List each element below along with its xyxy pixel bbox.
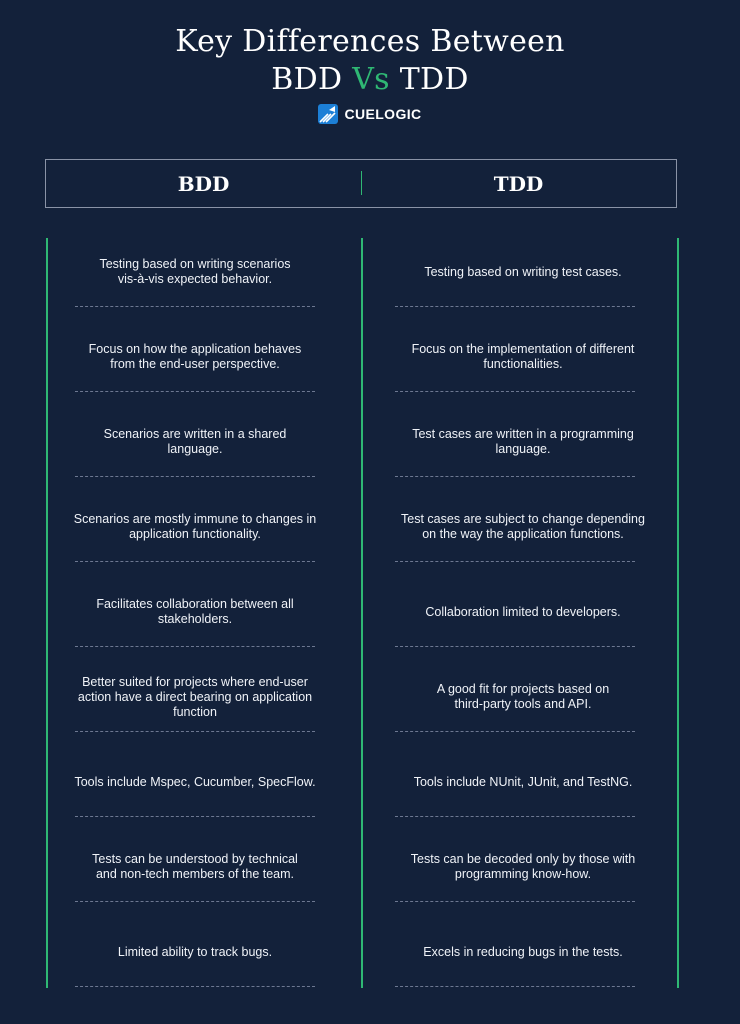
row-separator-bdd — [75, 901, 315, 902]
row-separator-bdd — [75, 561, 315, 562]
tdd-cell: A good fit for projects based on third-party tools and API. — [436, 682, 610, 711]
row-separator-tdd — [395, 731, 635, 732]
page-title-line-2 — [0, 62, 740, 97]
row-separator-bdd — [75, 816, 315, 817]
bdd-cell: Tests can be understood by technical and non-tech members of the team. — [92, 852, 298, 881]
title-bdd: BDD — [271, 62, 343, 97]
comparison-row — [0, 408, 740, 493]
row-separator-tdd — [395, 391, 635, 392]
tdd-cell: Test cases are written in a programming language. — [412, 427, 634, 456]
cuelogic-logo-icon — [318, 104, 338, 124]
comparison-header — [45, 159, 677, 208]
comparison-row — [0, 748, 740, 833]
comparison-row — [0, 578, 740, 663]
cuelogic-logo-text: CUELOGIC — [344, 106, 422, 122]
bdd-cell: Scenarios are mostly immune to changes in application functionality. — [73, 512, 317, 541]
row-separator-tdd — [395, 816, 635, 817]
bdd-cell: Better suited for projects where end-user action have a direct bearing on application function — [77, 674, 313, 719]
tdd-cell: Collaboration limited to developers. — [425, 604, 621, 619]
row-separator-bdd — [75, 476, 315, 477]
comparison-row — [0, 918, 740, 1003]
bdd-cell: Scenarios are written in a shared language. — [103, 427, 287, 456]
header-tdd: TDD — [493, 172, 544, 196]
bdd-cell: Facilitates collaboration between all stakeholders. — [96, 597, 294, 626]
title-vs: Vs — [352, 62, 390, 97]
page-title-line-1: Key Differences Between — [175, 24, 565, 59]
bdd-cell: Focus on how the application behaves from the end-user perspective. — [88, 342, 302, 371]
title-tdd: TDD — [399, 62, 469, 97]
row-separator-bdd — [75, 731, 315, 732]
row-separator-tdd — [395, 561, 635, 562]
header-bdd: BDD — [177, 172, 230, 196]
row-separator-tdd — [395, 476, 635, 477]
row-separator-tdd — [395, 986, 635, 987]
comparison-row — [0, 833, 740, 918]
comparison-row — [0, 323, 740, 408]
tdd-cell: Tests can be decoded only by those with programming know-how. — [410, 852, 636, 881]
row-separator-tdd — [395, 306, 635, 307]
bdd-cell: Testing based on writing scenarios vis-à-vis expected behavior. — [99, 257, 291, 286]
row-separator-bdd — [75, 986, 315, 987]
comparison-row — [0, 238, 740, 323]
bdd-cell: Tools include Mspec, Cucumber, SpecFlow. — [74, 774, 316, 789]
tdd-cell: Excels in reducing bugs in the tests. — [423, 944, 623, 959]
row-separator-bdd — [75, 646, 315, 647]
bdd-cell: Limited ability to track bugs. — [117, 944, 273, 959]
row-separator-tdd — [395, 646, 635, 647]
tdd-cell: Tools include NUnit, JUnit, and TestNG. — [413, 774, 633, 789]
tdd-cell: Focus on the implementation of different functionalities. — [411, 342, 635, 371]
row-separator-tdd — [395, 901, 635, 902]
cuelogic-logo — [0, 104, 740, 124]
tdd-cell: Testing based on writing test cases. — [424, 264, 622, 279]
comparison-row — [0, 663, 740, 748]
row-separator-bdd — [75, 391, 315, 392]
row-separator-bdd — [75, 306, 315, 307]
tdd-cell: Test cases are subject to change depending on the way the application functions. — [401, 512, 645, 541]
comparison-row — [0, 493, 740, 578]
